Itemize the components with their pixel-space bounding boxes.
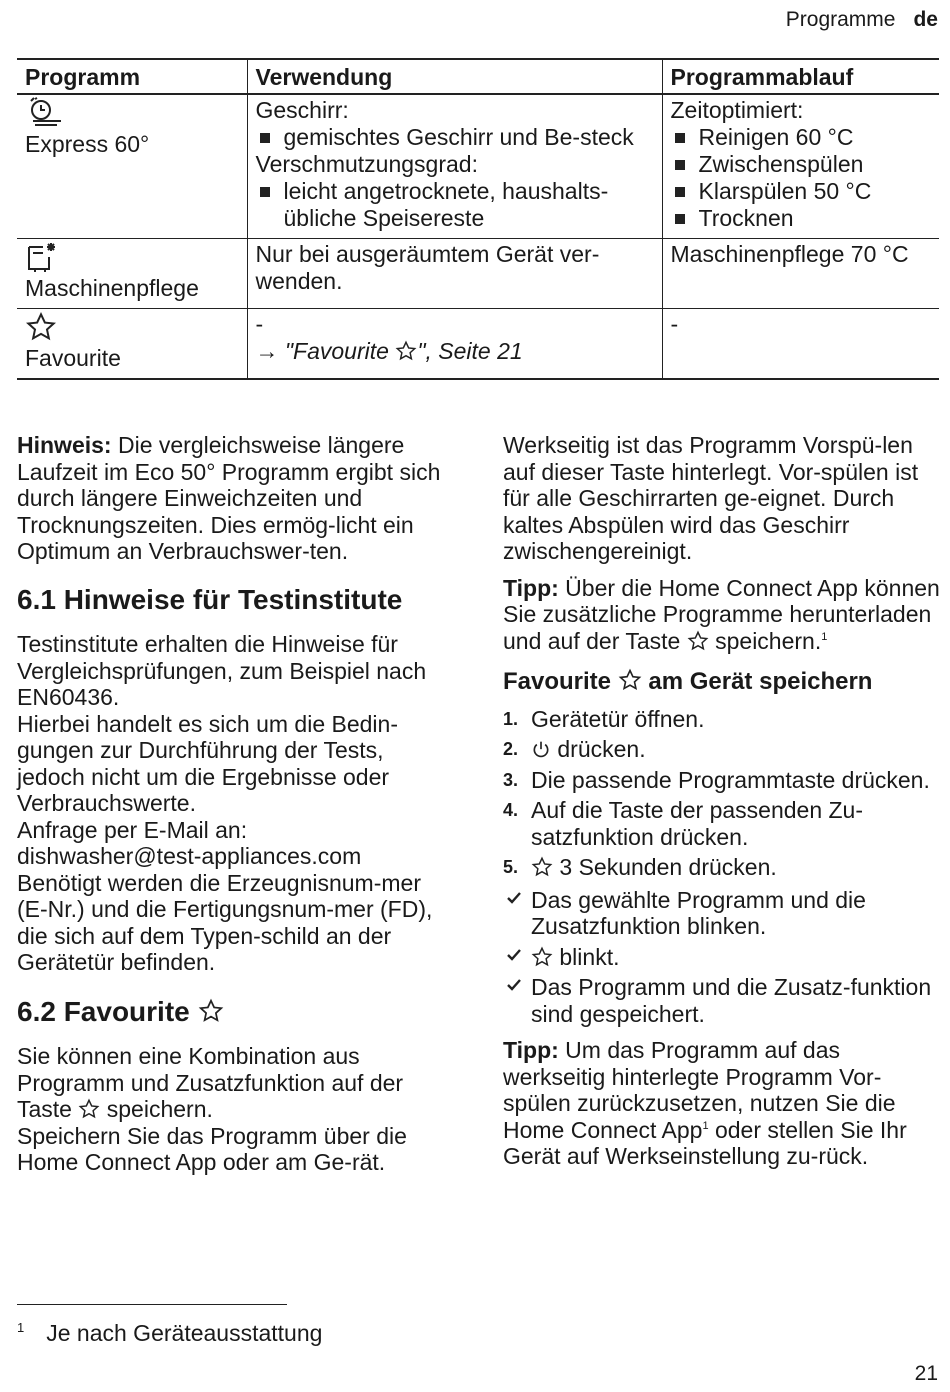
tip-label: Tipp:	[503, 1037, 559, 1063]
step-number: 5.	[503, 857, 519, 877]
section-heading-6-2	[17, 995, 455, 1027]
step-number: 1.	[503, 708, 519, 729]
cross-reference-link[interactable]	[256, 338, 654, 365]
star-icon	[531, 946, 553, 968]
checkmark-icon	[505, 947, 523, 963]
list-item: Reinigen 60 °C	[671, 124, 932, 151]
table-row	[17, 309, 939, 380]
program-table	[17, 58, 939, 380]
program-cell	[17, 309, 247, 380]
column-header: Verwendung	[247, 59, 662, 94]
table-header-row	[17, 59, 939, 94]
checkmark-icon	[505, 890, 523, 906]
usage-cell	[247, 309, 662, 380]
text: Sie können eine Kombination aus Programm und Zusatzfunktion auf der Taste	[17, 1043, 404, 1122]
list-item	[503, 854, 941, 881]
list-item: Klarspülen 50 °C	[671, 178, 932, 205]
footnote	[17, 1320, 322, 1347]
heading-text: 6.2 Favourite	[17, 995, 190, 1027]
list-item	[503, 797, 941, 850]
paragraph: Testinstitute erhalten die Hinweise für Vergleichsprüfungen, zum Beispiel nach EN60436.	[17, 631, 427, 710]
step-text: Gerätetür öffnen.	[531, 705, 705, 732]
usage-cell: Nur bei ausgeräumtem Gerät ver-wenden.	[247, 239, 662, 309]
language-code: de	[913, 8, 938, 31]
tip-paragraph	[503, 1037, 941, 1170]
process-cell: -	[662, 309, 939, 380]
note-label: Hinweis:	[17, 432, 112, 458]
left-column	[17, 432, 455, 1186]
xref-suffix: ", Seite 21	[417, 338, 523, 364]
usage-dash: -	[255, 311, 264, 337]
results-list	[503, 887, 941, 1028]
list-item	[503, 974, 941, 1027]
paragraph	[17, 1043, 455, 1123]
program-name: Maschinenpflege	[25, 275, 199, 301]
step-number: 4.	[503, 800, 519, 820]
list-item: Trocknen	[671, 205, 932, 232]
note-text: Die vergleichsweise längere Laufzeit im Eco 50° Programm ergibt sich durch längere Einweichzeiten und Trocknungszeiten. Dies ermög-licht ein Optimum an Verbrauchswer-ten.	[17, 432, 441, 564]
subsection-heading	[503, 668, 941, 696]
star-icon	[531, 856, 553, 878]
footnote-text: Je nach Geräteausstattung	[46, 1320, 323, 1346]
step-text: drücken.	[551, 736, 646, 762]
result-text: Das gewählte Programm und die Zusatzfunktion blinken.	[531, 886, 866, 939]
paragraph: Hierbei handelt es sich um die Bedin-gungen zur Durchführung der Tests, jedoch nicht um die Ergebnisse oder Verbrauchswerte.	[17, 710, 398, 816]
usage-cell	[247, 94, 662, 239]
right-column	[503, 432, 941, 1180]
star-icon	[395, 340, 417, 362]
list-item	[503, 736, 941, 763]
heading-text: am Gerät speichern	[641, 668, 873, 695]
result-text: Das Programm und die Zusatz-funktion sind gespeichert.	[531, 974, 932, 1027]
steps-list	[503, 706, 941, 881]
section-heading-6-1: 6.1 Hinweise für Testinstitute	[17, 583, 403, 615]
xref-prefix: → "Favourite	[255, 338, 396, 364]
table-row	[17, 94, 939, 239]
list-item: gemischtes Geschirr und Be-steck	[256, 124, 654, 151]
list-item	[503, 887, 941, 940]
footnote-mark: 1	[702, 1119, 709, 1132]
express-icon	[25, 97, 239, 131]
paragraph: Speichern Sie das Programm über die Home Connect App oder am Ge-rät.	[17, 1122, 407, 1175]
program-cell	[17, 94, 247, 239]
star-icon	[618, 668, 642, 692]
step-number: 3.	[503, 769, 519, 790]
process-cell: Maschinenpflege 70 °C	[662, 239, 939, 309]
footnote-mark: 1	[821, 630, 828, 643]
footnote-number: 1	[17, 1320, 25, 1335]
table-row	[17, 239, 939, 309]
machine-care-icon	[25, 241, 239, 275]
list-item: Zwischenspülen	[671, 151, 932, 178]
star-icon	[687, 630, 709, 652]
process-label: Zeitoptimiert:	[670, 97, 804, 123]
program-cell	[17, 239, 247, 309]
list-item	[503, 944, 941, 971]
checkmark-icon	[505, 977, 523, 993]
step-number: 2.	[503, 739, 519, 759]
tip-label: Tipp:	[503, 574, 559, 601]
list-item	[503, 767, 941, 794]
tip-text: Um das Programm auf das werkseitig hinterlegte Programm Vor-spülen zurückzusetzen, nutzen Sie die Home Connect App	[503, 1037, 896, 1143]
power-icon	[531, 740, 551, 760]
tip-text-end: oder stellen Sie Ihr Gerät auf Werkseinstellung zu-rück.	[503, 1116, 907, 1169]
step-text: Die passende Programmtaste drücken.	[531, 766, 930, 793]
column-header: Programm	[17, 59, 247, 94]
tip-text-end: speichern.	[715, 627, 822, 654]
tip-text: Über die Home Connect App können Sie zusätzliche Programme herunterladen und auf der Taste	[503, 574, 940, 654]
tip-paragraph	[503, 575, 941, 655]
heading-text: Favourite	[503, 668, 618, 695]
note-paragraph	[17, 432, 455, 565]
step-text: 3 Sekunden drücken.	[553, 854, 777, 880]
process-cell	[662, 94, 939, 239]
text: speichern.	[100, 1096, 213, 1122]
paragraph: Benötigt werden die Erzeugnisnum-mer (E-Nr.) und die Fertigungsnum-mer (FD), die sich auf dem Typen-schild an der Gerätetür befinden.	[17, 869, 433, 975]
star-icon	[25, 311, 239, 345]
star-icon	[198, 998, 224, 1024]
list-item: leicht angetrocknete, haushalts-übliche Speisereste	[256, 178, 654, 232]
list-item	[503, 706, 941, 733]
result-text: blinkt.	[553, 943, 620, 970]
email-address: dishwasher@test-appliances.com	[17, 843, 362, 869]
section-title: Programme	[785, 8, 896, 31]
paragraph: Anfrage per E-Mail an:	[17, 816, 248, 843]
star-icon	[78, 1098, 100, 1120]
step-text: Auf die Taste der passenden Zu-satzfunktion drücken.	[531, 797, 864, 850]
program-name: Favourite	[25, 345, 121, 371]
usage-label: Verschmutzungsgrad:	[255, 151, 478, 177]
column-header: Programmablauf	[662, 59, 939, 94]
page-number: 21	[914, 1362, 938, 1385]
usage-label: Geschirr:	[255, 97, 349, 123]
page-header	[786, 8, 938, 32]
paragraph: Werkseitig ist das Programm Vorspü-len auf dieser Taste hinterlegt. Vor-spülen ist für alle Geschirrarten ge-eignet. Durch kaltes Abspülen wird das Geschirr zwischengereinigt.	[503, 432, 919, 564]
footnote-divider	[17, 1304, 287, 1305]
program-name: Express 60°	[25, 131, 150, 157]
